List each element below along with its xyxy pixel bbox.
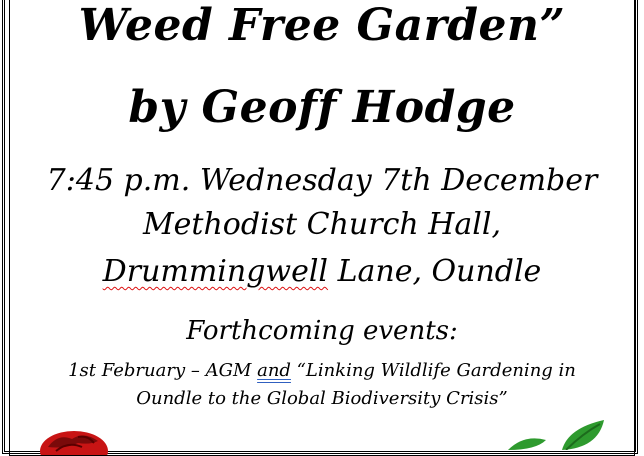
venue-line2 (0, 254, 644, 289)
event-line2: Oundle to the Global Biodiversity Crisis” (136, 388, 508, 409)
spellcheck-flagged-word[interactable]: Drummingwell (102, 254, 329, 289)
venue-line2-rest: Lane, Oundle (328, 254, 542, 289)
talk-title-line1: Weed Free Garden” (78, 0, 566, 51)
event-time-date: 7:45 p.m. Wednesday 7th December (46, 163, 598, 198)
event-line1 (0, 362, 644, 380)
talk-title-line2: by Geoff Hodge (128, 82, 516, 133)
event-line1-suffix: “Linking Wildlife Gardening in (290, 360, 576, 381)
leaf-clipart-icon (506, 420, 606, 450)
forthcoming-events-heading: Forthcoming events: (186, 316, 458, 346)
event-line1-prefix: 1st February – AGM (68, 360, 258, 381)
grammar-flagged-word[interactable]: and (257, 360, 291, 381)
rose-clipart-icon (38, 425, 118, 455)
venue-line1: Methodist Church Hall, (142, 207, 502, 242)
